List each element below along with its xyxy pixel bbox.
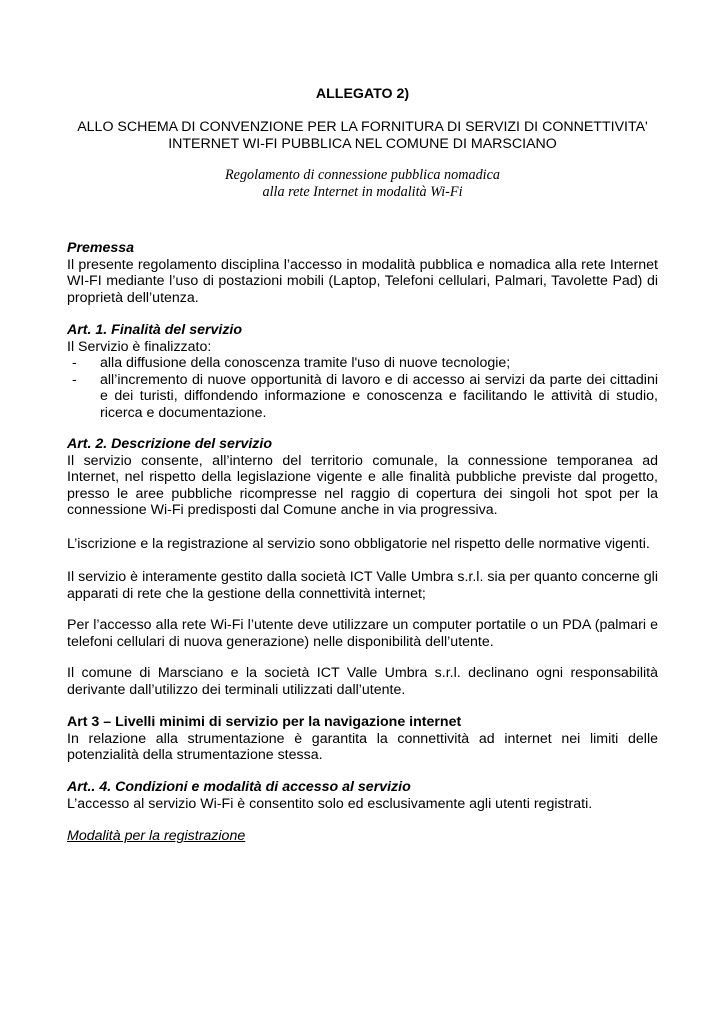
art2-heading: Art. 2. Descrizione del servizio <box>67 436 273 452</box>
registration-subheading-block <box>67 828 658 845</box>
art2-paragraph-2-block <box>67 536 658 553</box>
schema-title-line1: ALLO SCHEMA DI CONVENZIONE PER LA FORNITURA DI SERVIZI DI CONNETTIVITA' <box>77 119 648 135</box>
art2-paragraph-5: Il comune di Marsciano e la società ICT Valle Umbra s.r.l. declinano ogni responsabilità derivante dall’utilizzo dei terminali utilizzati dall’utente. <box>67 665 658 698</box>
registration-subheading: Modalità per la registrazione <box>67 828 246 844</box>
art2-paragraph-1: Il servizio consente, all’interno del territorio comunale, la connessione temporanea ad Internet, nel rispetto della legislazione vigente e alle finalità pubbliche previste dal progetto, presso le aree pubbliche ricompresse nel raggio di copertura dei singoli hot spot per la connessione Wi-Fi predisposti dal Comune anche in via progressiva. <box>67 452 658 519</box>
art2-paragraph-3: Il servizio è interamente gestito dalla società ICT Valle Umbra s.r.l. sia per quanto concerne gli apparati di rete che la gestione della connettività internet; <box>67 569 658 602</box>
art4-heading: Art.. 4. Condizioni e modalità di accesso al servizio <box>67 779 411 795</box>
art3-text: In relazione alla strumentazione è garantita la connettività ad internet nei limiti delle potenzialità della strumentazione stessa. <box>67 730 658 764</box>
schema-title-line2: INTERNET WI-FI PUBBLICA NEL COMUNE DI MARSCIANO <box>168 135 557 152</box>
subtitle-line1: Regolamento di connessione pubblica nomadica <box>224 167 501 183</box>
art2-paragraph-4: Per l’accesso alla rete Wi-Fi l’utente deve utilizzare un computer portatile o un PDA (palmari e telefoni cellulari di nuova generazione) nelle disponibilità dell’utente. <box>67 617 658 650</box>
schema-title <box>67 119 658 152</box>
list-item-text: all’incremento di nuove opportunità di lavoro e di accesso ai servizi da parte dei cittadini e dei turisti, diffondendo informazione e conoscenza e facilitando le attività di studio, ricerca e documentazione. <box>100 371 658 421</box>
premessa-text: Il presente regolamento disciplina l’accesso in modalità pubblica e nomadica alla rete Internet WI-FI mediante l’uso di postazioni mobili (Laptop, Telefoni cellulari, Palmari, Tavolette Pad) di proprietà dell’utenza. <box>67 256 658 306</box>
list-item-text: alla diffusione della conoscenza tramite l'uso di nuove tecnologie; <box>100 355 511 372</box>
art3-heading: Art 3 – Livelli minimi di servizio per la navigazione internet <box>67 714 462 730</box>
section-art3 <box>67 714 658 764</box>
art2-paragraph-2: L’iscrizione e la registrazione al servizio sono obbligatorie nel rispetto delle normative vigenti. <box>67 536 650 552</box>
art4-text: L’accesso al servizio Wi-Fi è consentito solo ed esclusivamente agli utenti registrati. <box>67 795 593 812</box>
subtitle-line2: alla rete Internet in modalità Wi-Fi <box>262 184 463 200</box>
list-item: - alla diffusione della conoscenza tramite l'uso di nuove tecnologie; <box>72 355 511 372</box>
art2-paragraph-5-block <box>67 665 658 698</box>
premessa-heading: Premessa <box>67 240 135 256</box>
art1-intro: Il Servizio è finalizzato: <box>67 338 212 355</box>
art2-paragraph-3-block <box>67 569 658 602</box>
regulation-subtitle <box>67 167 658 201</box>
annex-title: ALLEGATO 2) <box>315 86 410 102</box>
art1-list <box>67 355 658 421</box>
section-art4 <box>67 779 658 812</box>
section-premessa <box>67 240 658 306</box>
section-art2 <box>67 436 658 519</box>
section-art1 <box>67 322 658 422</box>
art2-paragraph-4-block <box>67 617 658 650</box>
list-item: - all’incremento di nuove opportunità di lavoro e di accesso ai servizi da parte dei cittadini e dei turisti, diffondendo informazione e conoscenza e facilitando le attività di studio, ricerca e documentazione. <box>72 371 658 421</box>
art1-heading: Art. 1. Finalità del servizio <box>67 322 243 338</box>
